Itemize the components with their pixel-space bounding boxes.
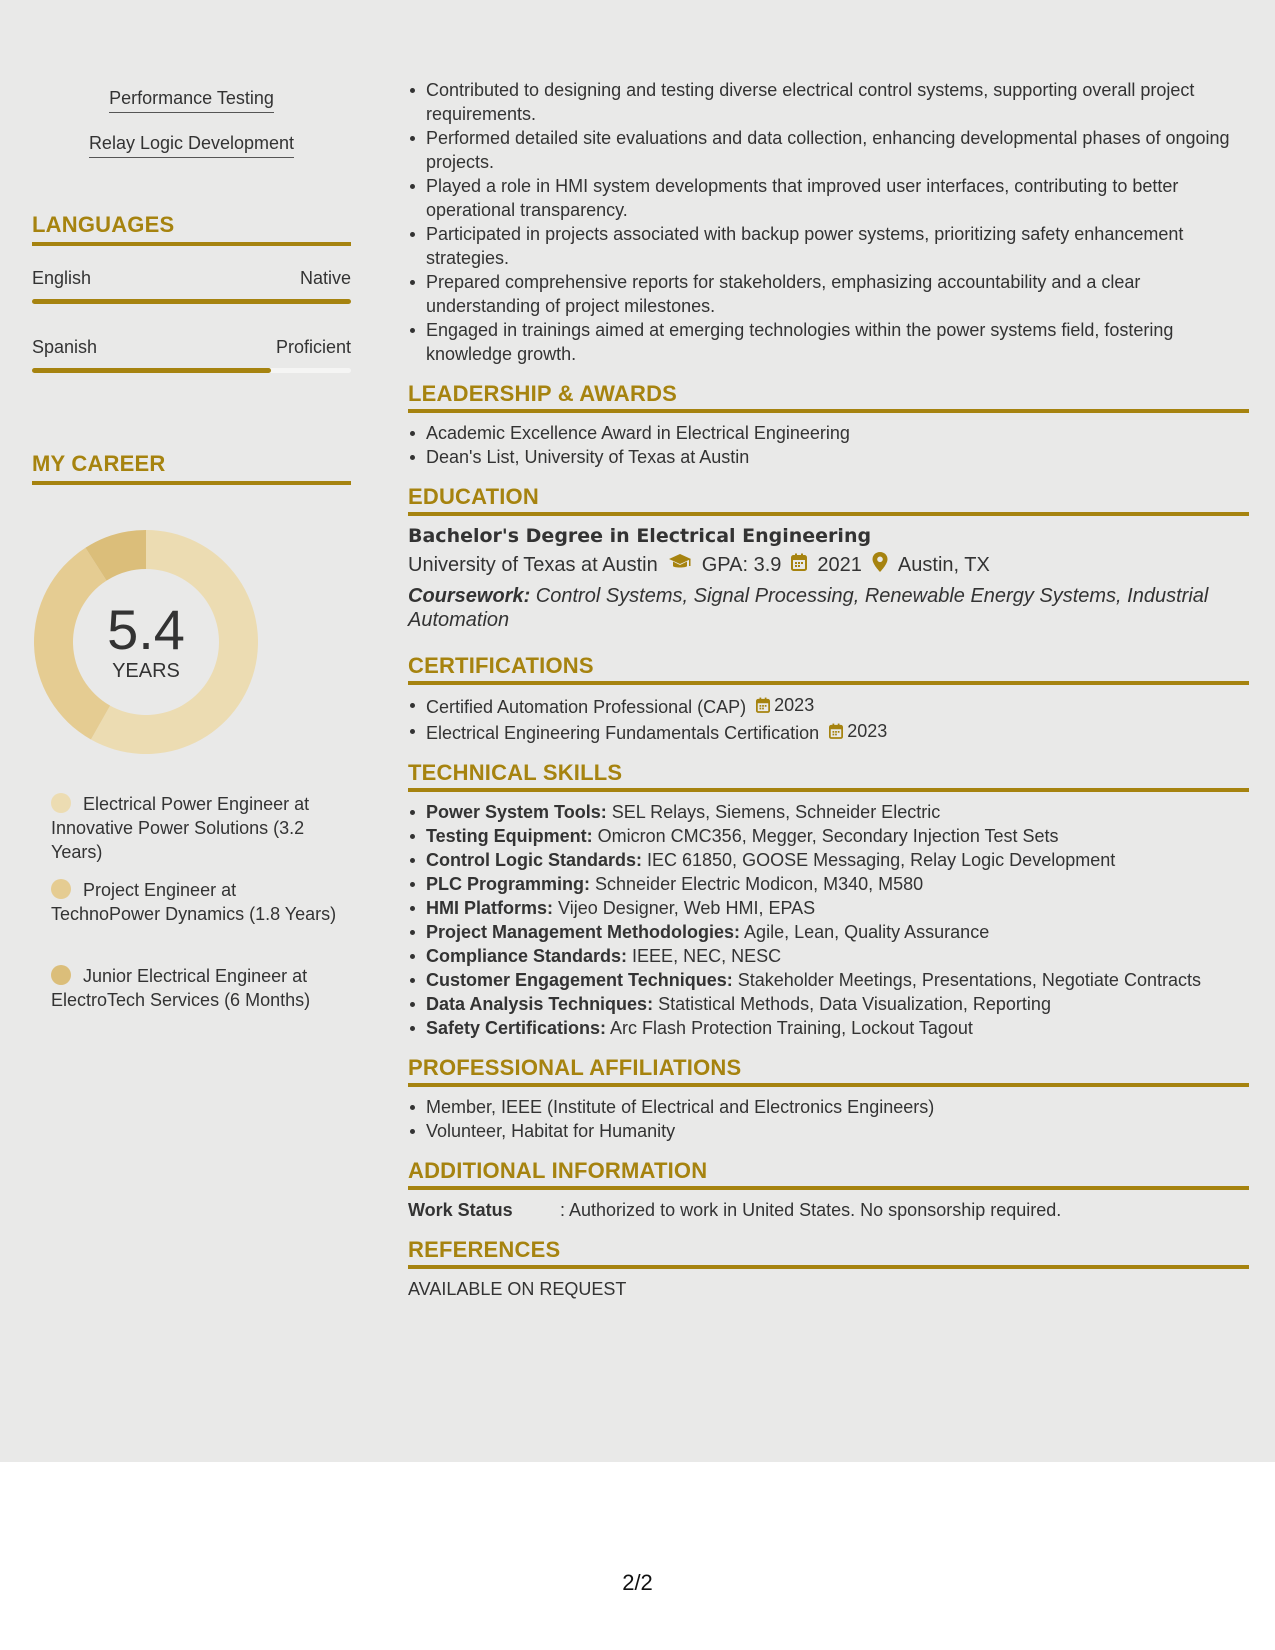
list-item: Participated in projects associated with backup power systems, prioritizing safety enhancement strategies. — [408, 222, 1249, 270]
additional-info-heading: ADDITIONAL INFORMATION — [408, 1159, 1249, 1190]
list-item: Customer Engagement Techniques: Stakeholder Meetings, Presentations, Negotiate Contracts — [408, 968, 1249, 992]
list-item: Power System Tools: SEL Relays, Siemens, Schneider Electric — [408, 800, 1249, 824]
list-item: Member, IEEE (Institute of Electrical and Electronics Engineers) — [408, 1095, 1249, 1119]
list-item: Testing Equipment: Omicron CMC356, Megger, Secondary Injection Test Sets — [408, 824, 1249, 848]
calendar-icon — [829, 723, 843, 739]
list-item: Certified Automation Professional (CAP) 2023 — [408, 693, 1249, 719]
list-item: Project Management Methodologies: Agile, Lean, Quality Assurance — [408, 920, 1249, 944]
career-total-years: 5.4 — [107, 598, 185, 661]
list-item: PLC Programming: Schneider Electric Modicon, M340, M580 — [408, 872, 1249, 896]
affiliations-heading: PROFESSIONAL AFFILIATIONS — [408, 1056, 1249, 1087]
coursework: Coursework: Control Systems, Signal Processing, Renewable Energy Systems, Industrial Automation — [408, 585, 1209, 631]
language-name: English — [32, 268, 92, 288]
list-item: Control Logic Standards: IEC 61850, GOOSE Messaging, Relay Logic Development — [408, 848, 1249, 872]
list-item: Volunteer, Habitat for Humanity — [408, 1119, 1249, 1143]
list-item: Electrical Engineering Fundamentals Certification 2023 — [408, 719, 1249, 745]
list-item: Dean's List, University of Texas at Austin — [408, 445, 1249, 469]
affiliations-list — [408, 1095, 1249, 1143]
education-details — [408, 552, 1249, 578]
languages-heading: LANGUAGES — [32, 212, 351, 246]
list-item: Contributed to designing and testing diverse electrical control systems, supporting overall project requirements. — [408, 78, 1249, 126]
career-legend-item: Junior Electrical Engineer at ElectroTech Services (6 Months) — [51, 966, 311, 1010]
language-bar — [32, 299, 351, 304]
career-legend-item: Project Engineer at TechnoPower Dynamics (1.8 Years) — [51, 880, 337, 924]
experience-bullets — [408, 78, 1249, 366]
page-number: 2/2 — [622, 1570, 653, 1595]
language-level: Native — [299, 268, 351, 288]
career-unit: YEARS — [112, 660, 180, 682]
list-item: HMI Platforms: Vijeo Designer, Web HMI, EPAS — [408, 896, 1249, 920]
language-name: Spanish — [32, 337, 98, 357]
language-level: Proficient — [275, 337, 351, 357]
skill-tag: Performance Testing — [32, 88, 351, 113]
list-item: Compliance Standards: IEEE, NEC, NESC — [408, 944, 1249, 968]
work-status-value: : Authorized to work in United States. No sponsorship required. — [560, 1200, 1062, 1220]
list-item: Prepared comprehensive reports for stakeholders, emphasizing accountability and a clear understanding of project milestones. — [408, 270, 1249, 318]
list-item: Engaged in trainings aimed at emerging technologies within the power systems field, fostering knowledge growth. — [408, 318, 1249, 366]
certifications-list — [408, 693, 1249, 745]
school-name: University of Texas at Austin — [408, 554, 658, 576]
location-pin-icon — [872, 552, 888, 578]
language-bar — [32, 368, 351, 373]
leadership-list — [408, 421, 1249, 469]
location: Austin, TX — [897, 554, 990, 576]
language-english — [32, 268, 351, 304]
leadership-heading: LEADERSHIP & AWARDS — [408, 382, 1249, 413]
legend-swatch — [51, 879, 71, 899]
technical-skills-heading: TECHNICAL SKILLS — [408, 761, 1249, 792]
list-item: Performed detailed site evaluations and data collection, enhancing developmental phases of ongoing projects. — [408, 126, 1249, 174]
language-spanish — [32, 337, 351, 373]
skill-tag: Relay Logic Development — [32, 133, 351, 158]
list-item: Played a role in HMI system developments that improved user interfaces, contributing to better operational transparency. — [408, 174, 1249, 222]
work-status-row — [408, 1198, 1249, 1222]
main-content — [408, 78, 1249, 1301]
list-item: Safety Certifications: Arc Flash Protection Training, Lockout Tagout — [408, 1016, 1249, 1040]
career-heading: MY CAREER — [32, 451, 351, 485]
education-heading: EDUCATION — [408, 485, 1249, 516]
references-heading: REFERENCES — [408, 1238, 1249, 1269]
work-status-label: Work Status — [408, 1200, 513, 1220]
list-item: Academic Excellence Award in Electrical Engineering — [408, 421, 1249, 445]
graduation-year: 2021 — [817, 554, 862, 576]
calendar-icon — [756, 697, 770, 713]
certifications-heading: CERTIFICATIONS — [408, 654, 1249, 685]
list-item: Data Analysis Techniques: Statistical Methods, Data Visualization, Reporting — [408, 992, 1249, 1016]
graduation-cap-icon — [668, 553, 692, 577]
references-text: AVAILABLE ON REQUEST — [408, 1279, 627, 1299]
career-donut-center — [34, 600, 258, 683]
degree-title: Bachelor's Degree in Electrical Engineering — [408, 525, 872, 547]
legend-swatch — [51, 965, 71, 985]
career-legend-item: Electrical Power Engineer at Innovative Power Solutions (3.2 Years) — [51, 794, 310, 862]
calendar-icon — [791, 553, 807, 577]
gpa: GPA: 3.9 — [701, 554, 782, 576]
technical-skills-list — [408, 800, 1249, 1040]
legend-swatch — [51, 793, 71, 813]
